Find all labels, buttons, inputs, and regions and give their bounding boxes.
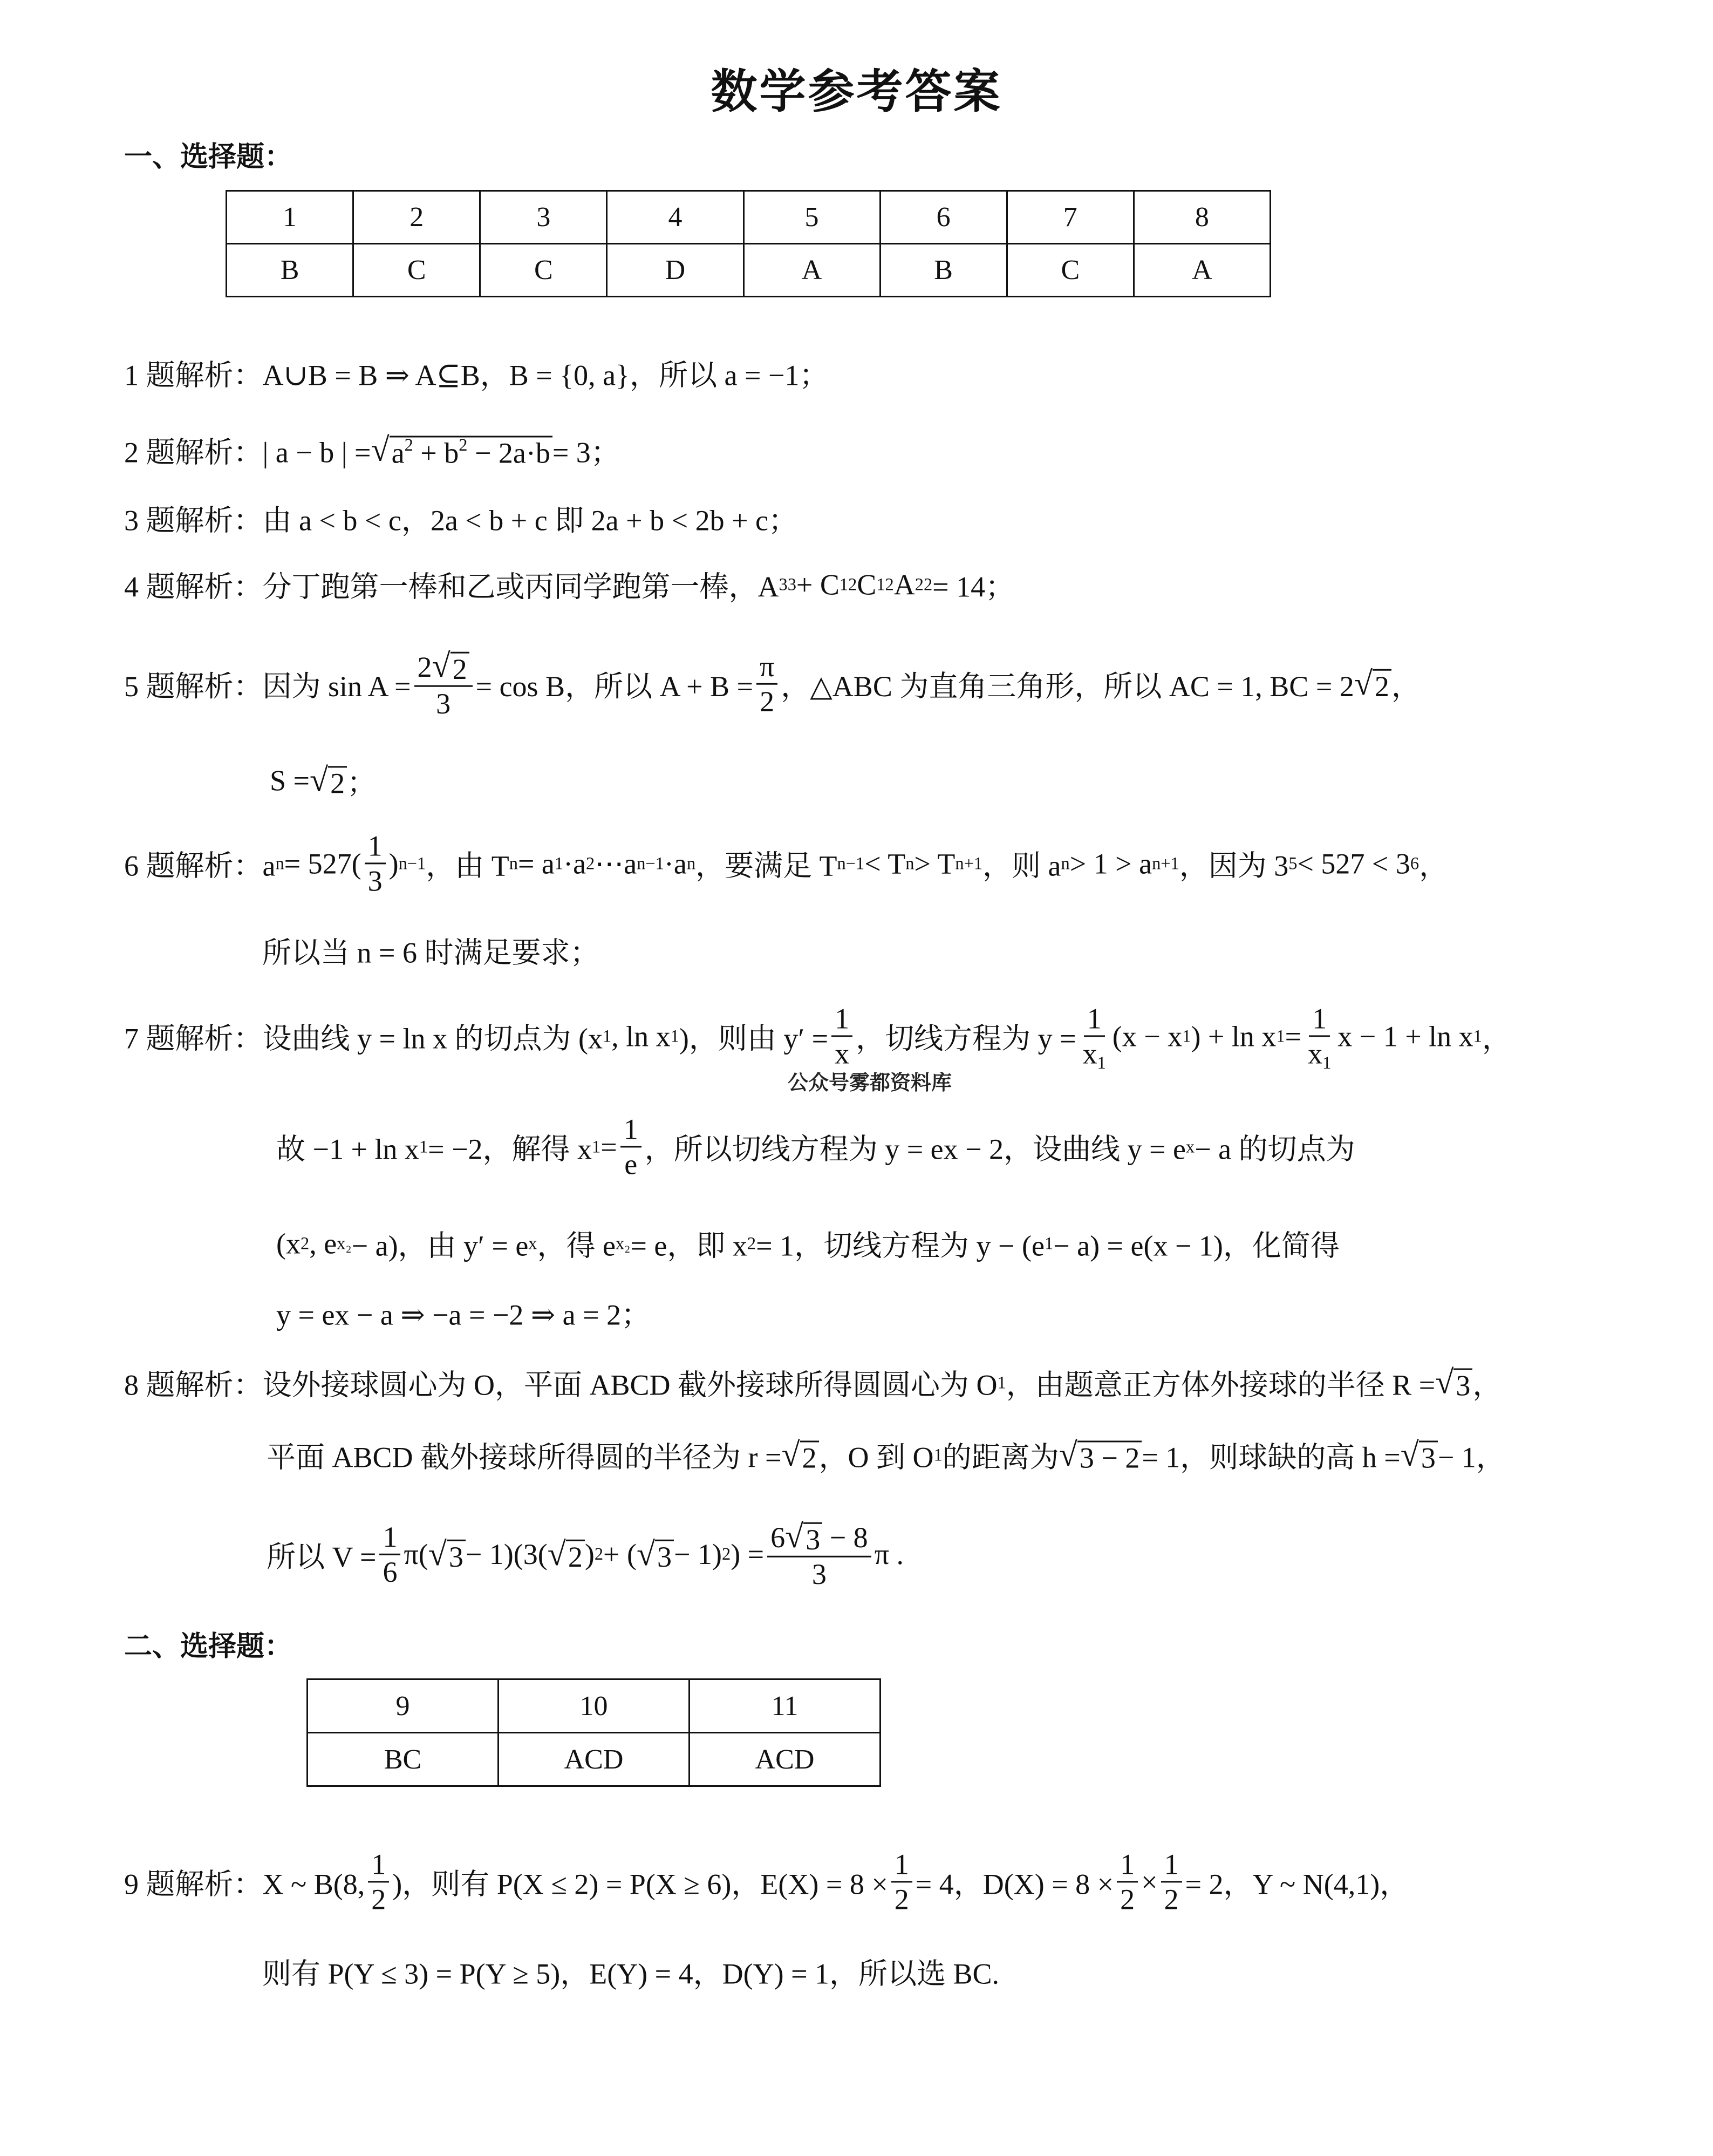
text-run: − 8 (822, 1521, 868, 1554)
table-cell: 11 (690, 1679, 881, 1733)
denominator (756, 685, 777, 718)
text-run: 平面 ABCD 截外接球所得圆的半径为 r = (267, 1441, 782, 1474)
text-run: ，要满足 T (695, 849, 837, 882)
text-run: S = (270, 764, 310, 797)
text-run: ⋯a (595, 847, 637, 880)
text-run: a (391, 437, 405, 470)
radicand (390, 436, 552, 469)
radical-sign: √ (1059, 1436, 1077, 1473)
square-root (1435, 1364, 1472, 1402)
text-run: 3 (1421, 1441, 1436, 1474)
radicand (803, 1522, 822, 1556)
fraction (1305, 1002, 1334, 1073)
radicand (1419, 1440, 1438, 1474)
text-run: = cos B，所以 A + B = (475, 670, 754, 703)
text-run: − a) = e(x − 1)，化简得 (1053, 1229, 1340, 1262)
fraction (368, 1847, 389, 1916)
text-run: − a)，由 y′ = e (351, 1229, 529, 1262)
text-run: ，则 a (982, 849, 1061, 882)
denominator (809, 1558, 830, 1591)
text-run: y = ex − a ⇒ −a = −2 ⇒ a = 2； (276, 1298, 651, 1331)
text-run: 7 题解析：设曲线 y = ln x 的切点为 (x (124, 1022, 603, 1055)
table-cell: BC (308, 1733, 499, 1786)
text-run: = 527( (284, 847, 361, 880)
solution-line-6: 6 题解析：a n = 527( $\frac{1}{3}$ ) n−1 ，由 T n = a 1 ·a 2 ⋯a n−1 ·a n ，要满足 T n−1 < T n > T n+1 ，则 a n > 1 > a n+1 ，因为 3 5 < 527 < 3 6 ， (124, 829, 1449, 897)
text-run: 2 (760, 685, 775, 718)
text-run: 3 − 2 (1079, 1441, 1140, 1474)
table-cell: B (880, 244, 1007, 297)
solution-line-2 (124, 430, 620, 471)
radicand (447, 1540, 466, 1573)
solution-line-7-cont-1: 故 −1 + ln x 1 = −2，解得 x 1 = $\frac{1}{e}$ ，所以切线方程为 y = ex − 2，设曲线 y = e x − a 的切点为 (276, 1113, 1355, 1181)
table-cell: B (227, 244, 353, 297)
radical-sign: √ (432, 647, 451, 684)
fraction (1161, 1847, 1182, 1916)
text-run: 1 (894, 1848, 909, 1881)
radicand (800, 1440, 819, 1474)
text-run: 2 (1374, 670, 1389, 703)
text-run: 1 (1164, 1848, 1179, 1881)
text-run: = (600, 1131, 617, 1163)
numerator (620, 1112, 641, 1147)
text-run: = e，即 x (630, 1229, 747, 1262)
table-cell: C (480, 244, 607, 297)
text-run: 2 (452, 652, 467, 685)
text-run: = 2，Y ~ N(4,1)， (1185, 1868, 1409, 1901)
text-run: 6 (770, 1521, 786, 1554)
solution-line-8-cont-2: 所以 V = $\frac{1}{6}$ π( √ 3 − 1)(3( √ 2 ) 2 + ( √ 3 − 1) 2 ) = 6 √ 3 − 8 3 π . (267, 1518, 904, 1591)
denominator (1305, 1037, 1334, 1071)
text-run: − 1)(3( (465, 1538, 548, 1570)
radicand (451, 652, 469, 685)
text-run: ， (1472, 1369, 1502, 1402)
fraction (379, 1520, 400, 1588)
text-run: A (893, 568, 915, 601)
numerator (1084, 1002, 1105, 1037)
solution-line-5 (124, 647, 1421, 721)
text-run: (x (276, 1227, 301, 1260)
denominator (433, 687, 454, 720)
text-run: 2 (802, 1441, 817, 1474)
denominator (368, 1883, 389, 1916)
fraction (1117, 1847, 1138, 1916)
text-run: 1 (1087, 1002, 1102, 1035)
square-root (781, 1436, 818, 1474)
table-cell: 1 (227, 191, 353, 244)
denominator (1117, 1883, 1138, 1916)
text-run: )，则有 P(X ≤ 2) = P(X ≥ 6)，E(X) = 8 × (392, 1868, 888, 1901)
text-run: = 14； (932, 570, 1015, 603)
text-run: 所以当 n = 6 时满足要求； (262, 936, 599, 969)
denominator (1161, 1883, 1182, 1916)
radicand (1373, 669, 1391, 703)
fraction (767, 1518, 871, 1592)
text-run: 3 (806, 1523, 821, 1556)
text-run: )，则由 y′ = (679, 1022, 829, 1055)
denominator (891, 1883, 912, 1916)
numerator (414, 647, 473, 687)
text-run: ； (347, 766, 377, 799)
text-run: 6 (383, 1555, 398, 1588)
text-run: − 1) (674, 1538, 722, 1570)
text-run: 所以 V = (267, 1540, 377, 1573)
text-run: = −2，解得 x (428, 1133, 592, 1166)
text-run: < 527 < 3 (1297, 847, 1410, 880)
text-run: 3 (448, 1541, 463, 1574)
text-run: ， (1482, 1022, 1511, 1055)
text-run: > 1 > a (1069, 847, 1152, 880)
text-run: ，切线方程为 y = (856, 1022, 1076, 1055)
text-run: 2 (568, 1541, 583, 1574)
radicand (328, 766, 347, 799)
text-run: < T (864, 847, 906, 880)
table-row-answers (308, 1733, 881, 1786)
fraction (414, 647, 473, 721)
radical-sign: √ (310, 761, 329, 799)
solution-line-8: 8 题解析：设外接球圆心为 O，平面 ABCD 截外接球所得圆圆心为 O 1 ，由题意正方体外接球的半径 R = √ 3 ， (124, 1362, 1502, 1404)
denominator (379, 1555, 400, 1589)
text-run: x (1082, 1037, 1097, 1070)
solution-line-3 (124, 498, 797, 539)
text-run: ，得 e (537, 1229, 616, 1262)
text-run: ，所以切线方程为 y = ex − 2，设曲线 y = e (644, 1133, 1186, 1166)
text-run: ， (1419, 849, 1449, 882)
square-root (371, 431, 552, 470)
text-run: 2 (894, 1883, 909, 1916)
solution-line-9-cont (262, 1951, 999, 1992)
text-run: 1 (1312, 1002, 1327, 1035)
text-run: 3 (436, 688, 451, 720)
fraction (831, 1002, 852, 1070)
text-run: 1 (1120, 1848, 1135, 1881)
square-root (1354, 665, 1391, 703)
text-run: 则有 P(Y ≤ 3) = P(Y ≥ 5)，E(Y) = 4，D(Y) = 1，所以选 BC. (262, 1957, 1000, 1990)
numerator (1309, 1002, 1330, 1037)
text-run: + ( (603, 1538, 637, 1570)
table-cell: 3 (480, 191, 607, 244)
text-run: ·a (563, 847, 586, 880)
table-cell: 5 (743, 191, 880, 244)
square-root (548, 1535, 585, 1574)
text-run: − a 的切点为 (1195, 1133, 1355, 1166)
text-run: > T (914, 847, 956, 880)
text-run: = 3； (552, 436, 620, 469)
text-run: x (1308, 1037, 1323, 1070)
text-run: 1 (371, 1848, 386, 1881)
text-run: ) (388, 847, 399, 880)
table-cell: 6 (880, 191, 1007, 244)
table-cell: C (1007, 244, 1134, 297)
denominator (1080, 1037, 1109, 1071)
table-cell: D (607, 244, 743, 297)
table-cell: 9 (308, 1679, 499, 1733)
subscript: 1 (1322, 1053, 1332, 1073)
text-run: 2 (1164, 1883, 1179, 1916)
table-row-numbers (308, 1679, 881, 1733)
text-run: = 1，则球缺的高 h = (1142, 1441, 1401, 1474)
text-run: 1 (835, 1002, 850, 1035)
text-run: x (835, 1037, 850, 1070)
fraction (365, 829, 386, 897)
radicand (655, 1540, 674, 1573)
text-run: 1 (623, 1113, 638, 1146)
radicand (566, 1540, 585, 1573)
table-cell: 7 (1007, 191, 1134, 244)
text-run: ·a (664, 847, 687, 880)
table-cell: 4 (607, 191, 743, 244)
table-cell: 8 (1134, 191, 1270, 244)
fraction (620, 1112, 641, 1181)
text-run: 3 (1456, 1369, 1471, 1402)
square-root (1059, 1436, 1142, 1474)
text-run: π( (404, 1538, 428, 1570)
text-run: ，由题意正方体外接球的半径 R = (1006, 1369, 1436, 1402)
radical-sign: √ (547, 1535, 566, 1573)
text-run: ，△ABC 为直角三角形，所以 AC = 1, BC = 2 (781, 670, 1354, 703)
table-cell: 2 (353, 191, 480, 244)
numerator (831, 1002, 852, 1037)
text-run: 3 题解析：由 a < b < c，2a < b + c 即 2a + b < 2b + c； (124, 504, 797, 537)
radicand (1077, 1440, 1142, 1474)
text-run: ，由 T (426, 849, 509, 882)
table-cell: C (353, 244, 480, 297)
radical-sign: √ (1354, 665, 1373, 702)
subscript: 1 (1097, 1053, 1106, 1073)
text-run: 4 题解析：分丁跑第一棒和乙或丙同学跑第一棒，A (124, 570, 779, 603)
text-run: ， (1391, 670, 1421, 703)
solution-line-8-cont-1: 平面 ABCD 截外接球所得圆的半径为 r = √ 2 ，O 到 O 1 的距离为 √ 3 − 2 = 1，则球缺的高 h = √ 3 − 1， (267, 1434, 1505, 1476)
superscript: 2 (459, 435, 468, 455)
text-run: = a (517, 847, 555, 880)
square-root (428, 1535, 466, 1574)
page-title: 数学参考答案 (711, 66, 1002, 118)
solution-line-4: 4 题解析：分丁跑第一棒和乙或丙同学跑第一棒，A 3 3 + C 1 2 C 1 2 A 2 2 = 14； (124, 564, 1014, 606)
text-run: = 1，切线方程为 y − (e (756, 1229, 1045, 1262)
text-run: 1 (383, 1520, 398, 1553)
table-cell: A (1134, 244, 1270, 297)
section-heading-single-choice: 一、选择题： (124, 141, 293, 173)
answer-table-2 (306, 1678, 881, 1787)
table-cell: A (743, 244, 880, 297)
radicand (1453, 1368, 1472, 1402)
text-run: π (760, 650, 775, 683)
text-run: , e (309, 1227, 337, 1260)
numerator (365, 829, 386, 864)
square-root (1401, 1436, 1438, 1474)
radical-sign: √ (781, 1436, 800, 1473)
numerator (756, 649, 777, 684)
text-run: − 1， (1437, 1441, 1505, 1474)
radical-sign: √ (1435, 1364, 1454, 1401)
solution-line-1 (124, 352, 828, 394)
text-run: 2 (371, 1883, 386, 1916)
denominator (621, 1148, 640, 1181)
text-run: 3 (657, 1541, 672, 1574)
table-row-answers (227, 244, 1271, 297)
text-run: 5 题解析：因为 sin A = (124, 670, 411, 703)
text-run: e (624, 1148, 638, 1181)
square-root (432, 647, 469, 685)
solution-line-9 (124, 1847, 1409, 1916)
text-run: 6 题解析：a (124, 849, 276, 882)
radical-sign: √ (428, 1535, 447, 1573)
answer-table-1 (226, 190, 1271, 297)
numerator (379, 1520, 400, 1555)
text-run: = (1285, 1020, 1302, 1052)
text-run: 2 (417, 650, 432, 683)
text-run: ) = (731, 1538, 765, 1570)
text-run: + b (413, 437, 459, 470)
numerator (767, 1518, 871, 1558)
text-run: π . (874, 1538, 904, 1570)
text-run: 1 (367, 829, 383, 862)
square-root (637, 1535, 674, 1574)
text-run: 2 题解析：| a − b | = (124, 436, 371, 469)
text-run: (x − x (1112, 1020, 1183, 1052)
text-run: ) + ln x (1191, 1020, 1277, 1052)
text-run: C (857, 568, 877, 601)
text-run: x − 1 + ln x (1337, 1020, 1473, 1052)
fraction (756, 649, 777, 718)
section-heading-multiple-choice: 二、选择题： (124, 1630, 293, 1663)
table-cell: ACD (690, 1733, 881, 1786)
text-run: 3 (811, 1558, 827, 1591)
numerator (1117, 1847, 1138, 1882)
superscript: 2 (404, 435, 413, 455)
square-root (785, 1518, 822, 1556)
table-cell: ACD (499, 1733, 690, 1786)
text-run: ，因为 3 (1179, 849, 1289, 882)
denominator (365, 865, 386, 898)
numerator (368, 1847, 389, 1882)
text-run: + C (796, 568, 840, 601)
text-run: ) (584, 1538, 595, 1570)
radical-sign: √ (1400, 1436, 1419, 1473)
text-run: × (1141, 1866, 1158, 1898)
text-run: 故 −1 + ln x (276, 1133, 419, 1166)
solution-line-6-cont (262, 930, 599, 971)
square-root (310, 761, 347, 800)
radical-sign: √ (785, 1518, 804, 1555)
radical-sign: √ (371, 431, 390, 468)
text-run: 3 (367, 865, 383, 897)
table-cell: 10 (499, 1679, 690, 1733)
text-run: 2 (1120, 1883, 1135, 1916)
radical-sign: √ (636, 1535, 656, 1573)
text-run: 1 题解析：A∪B = B ⇒ A⊆B，B = {0, a}，所以 a = −1； (124, 359, 829, 392)
text-run: 9 题解析：X ~ B(8, (124, 1868, 365, 1901)
text-run: 的距离为 (942, 1441, 1059, 1474)
fraction (1080, 1002, 1109, 1073)
text-run: 8 题解析：设外接球圆心为 O，平面 ABCD 截外接球所得圆圆心为 O (124, 1369, 998, 1402)
table-row-numbers (227, 191, 1271, 244)
text-run: 2 (330, 767, 345, 800)
fraction (891, 1847, 912, 1916)
solution-line-7-cont-3 (276, 1292, 650, 1334)
text-run: − 2a·b (467, 437, 550, 470)
watermark: 公众号雾都资料库 (788, 1071, 952, 1094)
numerator (891, 1847, 912, 1882)
text-run: ，O 到 O (818, 1441, 934, 1474)
solution-line-5-cont (270, 760, 376, 801)
numerator (1161, 1847, 1182, 1882)
text-run: , ln x (611, 1020, 671, 1052)
solution-line-7-cont-2: (x 2 , e x₂ − a)，由 y′ = e x ，得 e x₂ = e，即 x 2 = 1，切线方程为 y − (e 1 − a) = e(x − 1)，化简得 (276, 1223, 1340, 1264)
solution-line-7: 7 题解析：设曲线 y = ln x 的切点为 (x 1 , ln x 1 )，则由 y′ = $\frac{1}{x}$ ，切线方程为 y = $\frac{1}{x_1}$ (x − x 1 ) + ln x 1 = $\frac{1}{x_1}$ x − 1 + ln x 1 ， (124, 1002, 1511, 1073)
text-run: = 4，D(X) = 8 × (915, 1868, 1114, 1901)
